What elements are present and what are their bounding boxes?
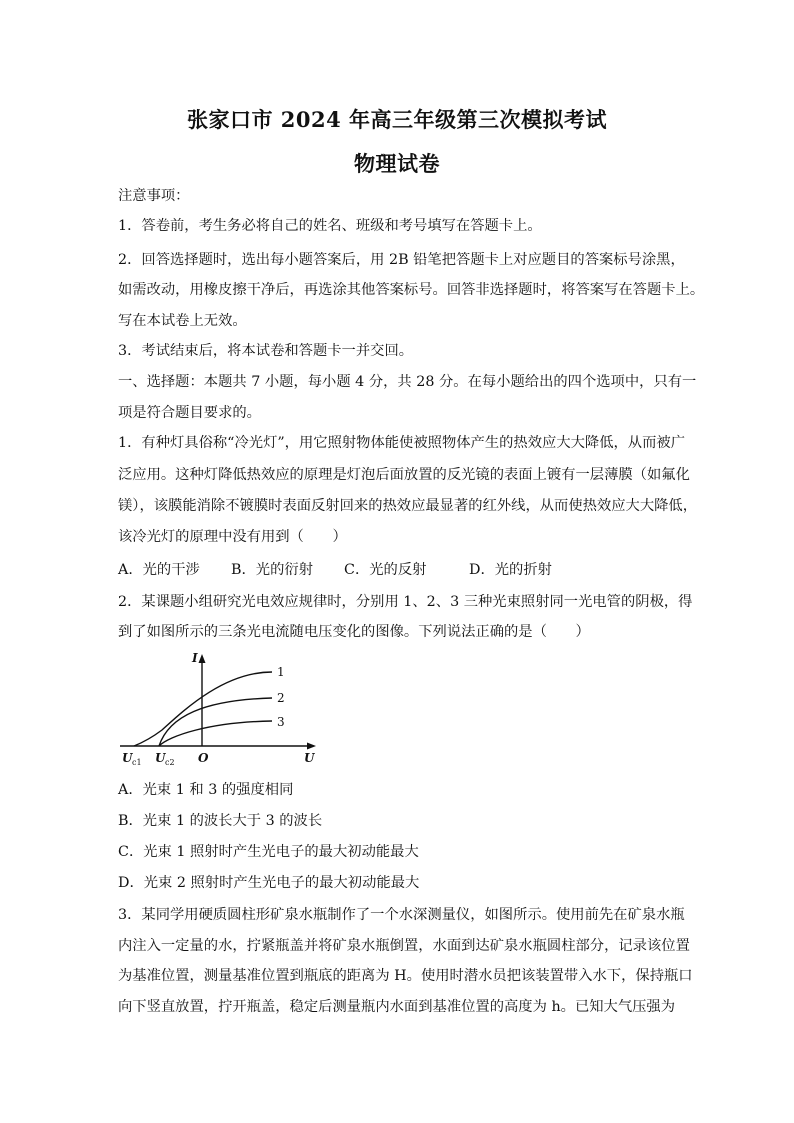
question-2-option-c: C．光束 1 照射时产生光电子的最大初动能最大 <box>118 844 419 860</box>
question-1-option-c: C．光的反射 <box>344 562 427 578</box>
curve-3 <box>159 721 272 746</box>
question-2-option-b: B．光束 1 的波长大于 3 的波长 <box>118 813 323 829</box>
notes-line: 2．回答选择题时，选出每小题答案后，用 2B 铅笔把答题卡上对应题目的答案标号涂黑， <box>118 252 685 268</box>
u-axis-arrow <box>307 743 316 750</box>
origin-label: O <box>198 751 209 765</box>
question-3-text: 向下竖直放置，拧开瓶盖，稳定后测量瓶内水面到基准位置的高度为 h。已知大气压强为 <box>118 999 676 1015</box>
notes-line: 1．答卷前，考生务必将自己的姓名、班级和考号填写在答题卡上。 <box>118 218 542 234</box>
notes-line: 3．考试结束后，将本试卷和答题卡一并交回。 <box>118 343 414 359</box>
uc1-subscript: c1 <box>132 758 142 767</box>
curve-2-label: 2 <box>277 691 285 705</box>
notes-line: 写在本试卷上无效。 <box>118 313 247 329</box>
question-1-text: 泛应用。这种灯降低热效应的原理是灯泡后面放置的反光镜的表面上镀有一层薄膜（如氟化 <box>118 467 690 483</box>
section-heading: 项是符合题目要求的。 <box>118 405 261 421</box>
question-3-text: 内注入一定量的水，拧紧瓶盖并将矿泉水瓶倒置，水面到达矿泉水瓶圆柱部分，记录该位置 <box>118 938 690 954</box>
u-axis-label: U <box>304 751 315 765</box>
question-1-text: 该冷光灯的原理中没有用到（ ） <box>118 529 347 545</box>
question-3-text: 3．某同学用硬质圆柱形矿泉水瓶制作了一个水深测量仪，如图所示。使用前先在矿泉水瓶 <box>118 907 685 923</box>
curve-1 <box>134 672 272 746</box>
uc1-label: U <box>122 751 133 765</box>
exam-subtitle: 物理试卷 <box>354 151 440 176</box>
question-1-option-a: A．光的干涉 <box>118 562 200 578</box>
question-2-option-d: D．光束 2 照射时产生光电子的最大初动能最大 <box>118 875 420 891</box>
photoelectric-iu-graph <box>114 646 324 768</box>
i-axis-arrow <box>199 654 206 663</box>
question-3-text: 为基准位置，测量基准位置到瓶底的距离为 H。使用时潜水员把该装置带入水下，保持瓶口 <box>118 968 693 984</box>
question-1-text: 镁），该膜能消除不镀膜时表面反射回来的热效应最显著的红外线，从而使热效应大大降低， <box>118 498 698 514</box>
uc2-label: U <box>155 751 166 765</box>
curve-3-label: 3 <box>277 715 285 729</box>
notes-line: 如需改动，用橡皮擦干净后，再选涂其他答案标号。回答非选择题时，将答案写在答题卡上。 <box>118 282 705 298</box>
question-1-text: 1．有种灯具俗称“冷光灯”，用它照射物体能使被照物体产生的热效应大大降低，从而被广 <box>118 435 685 451</box>
notes-heading: 注意事项： <box>118 188 190 204</box>
question-1-option-d: D．光的折射 <box>469 562 552 578</box>
question-2-text: 2．某课题小组研究光电效应规律时，分别用 1、2、3 三种光束照射同一光电管的阴极，得 <box>118 594 693 610</box>
question-2-text: 到了如图所示的三条光电流随电压变化的图像。下列说法正确的是（ ） <box>118 624 590 640</box>
exam-title: 张家口市 2024 年高三年级第三次模拟考试 <box>186 107 608 132</box>
question-1-option-b: B．光的衍射 <box>231 562 313 578</box>
i-axis-label: I <box>192 651 198 665</box>
uc2-subscript: c2 <box>165 758 175 767</box>
curve-1-label: 1 <box>277 665 285 679</box>
section-heading: 一、选择题：本题共 7 小题，每小题 4 分，共 28 分。在每小题给出的四个选项中，只有一 <box>118 374 697 390</box>
question-2-option-a: A．光束 1 和 3 的强度相同 <box>118 782 294 798</box>
